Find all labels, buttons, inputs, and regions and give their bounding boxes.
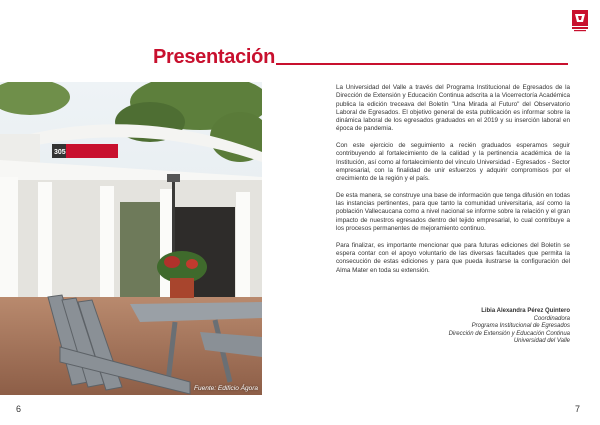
title-rule bbox=[276, 63, 568, 65]
university-logo-icon bbox=[572, 10, 588, 34]
paragraph: Para finalizar, es importante mencionar que para futuras ediciones del Boletín se espera contar con el apoyo voluntario de las diversas facultades que permita la consecución de estas ediciones y para que pueda ilustrarse la configuración del Alma Mater en toda su extensión. bbox=[336, 241, 570, 274]
signatory-direction: Dirección de Extensión y Educación Continua bbox=[448, 330, 570, 337]
page-title: Presentación bbox=[153, 46, 276, 68]
sign-number: 305 bbox=[54, 149, 66, 156]
paragraph: De esta manera, se construye una base de información que tenga difusión en todas las instancias pertinentes, para que tanto la comunidad universitaria, así como la población Vallecaucana como a nivel nacional se informe sobre la relación y el gran impacto de nuestros egresados dentro del tejido empresarial, lo cual contribuye a los procesos permanentes de mejoramiento continuo. bbox=[336, 191, 570, 233]
body-text bbox=[336, 84, 570, 283]
signatory-university: Universidad del Valle bbox=[513, 338, 570, 345]
page-number-right: 7 bbox=[575, 404, 581, 414]
signatory-program: Programa Institucional de Egresados bbox=[471, 323, 570, 330]
building-photo bbox=[0, 82, 262, 395]
signatory-name: Libia Alexandra Pérez Quintero bbox=[481, 308, 570, 314]
signatory-role: Coordinadora bbox=[533, 315, 570, 322]
paragraph: La Universidad del Valle a través del Programa Institucional de Egresados de la Dirección de Extensión y Educación Continua adscrita a la Vicerrectoría Académica publica la edición treceava del Boletín "Una Mirada al Futuro" del Observatorio Laboral de Egresados. El objetivo general de esta publicación es informar sobre la dinámica laboral de los egresados graduados en el 2019 y su inserción laboral en época de pandemia. bbox=[336, 84, 570, 133]
signature-block bbox=[340, 308, 570, 346]
paragraph: Con este ejercicio de seguimiento a recién graduados esperamos seguir contribuyendo al fortalecimiento de la calidad y la pertinencia académica de la Institución, así como al fortalecimiento del vínculo Universidad - Egresados - Sector empresarial, con la finalidad de unir esfuerzos y adquirir compromisos por el crecimiento de la región y el país. bbox=[336, 142, 570, 183]
page-number-left: 6 bbox=[16, 404, 22, 414]
photo-caption: Fuente: Edificio Ágora bbox=[194, 385, 258, 392]
